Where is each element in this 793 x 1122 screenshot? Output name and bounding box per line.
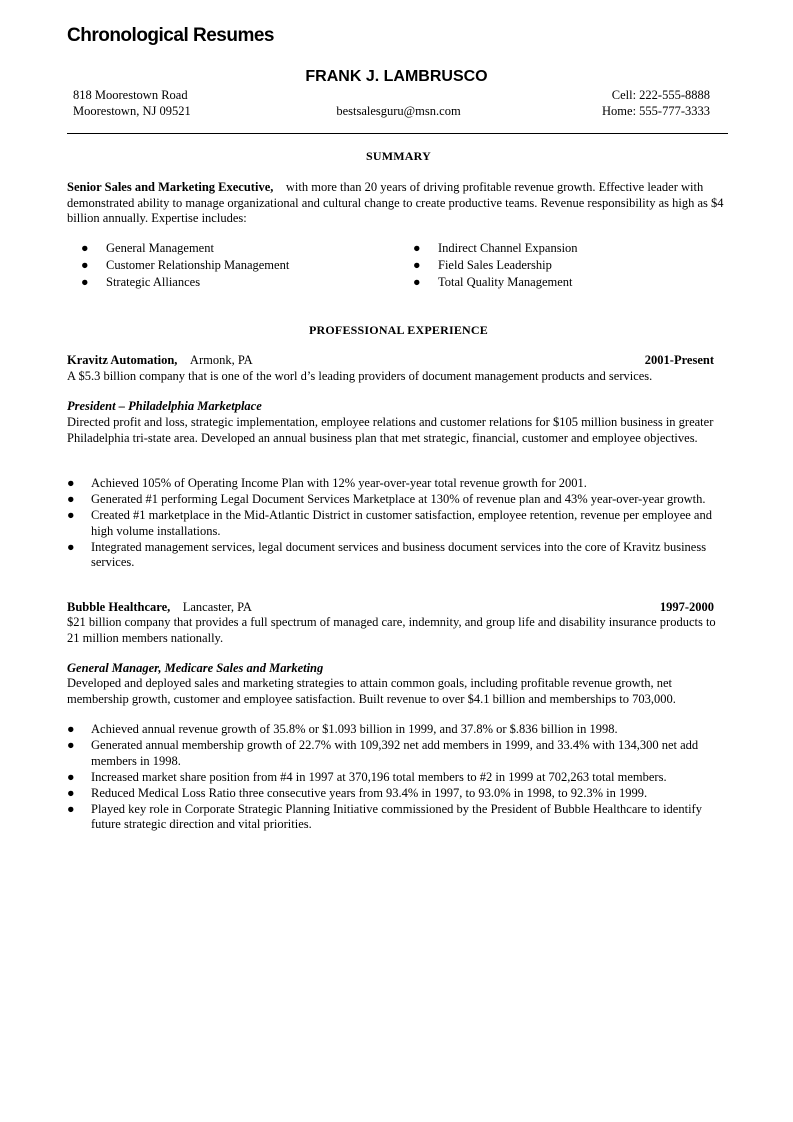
email-address: bestsalesguru@msn.com	[336, 104, 461, 118]
company-description: A $5.3 billion company that is one of the worl d’s leading providers of document management products and services.	[67, 369, 653, 383]
bullet-icon: ●	[67, 492, 75, 506]
job-achievements	[67, 476, 727, 571]
page-title: Chronological Resumes	[67, 25, 274, 46]
skill-item: ● Total Quality Management	[413, 275, 573, 289]
job-summary: Directed profit and loss, strategic implementation, employee relations and customer relations for $105 million business in greater Philadelphia tri-state area. Developed an annual business plan that met strategic, financial, customer and employee objectives.	[67, 415, 714, 445]
job-achievements	[67, 722, 727, 833]
bullet-icon: ●	[81, 241, 89, 255]
skill-item: ● Field Sales Leadership	[413, 258, 552, 272]
list-item: ● Increased market share position from #4 in 1997 at 370,196 total members to #2 in 1999 at 702,263 total members.	[67, 769, 667, 784]
company-name: Kravitz Automation,	[67, 353, 178, 367]
job-title: General Manager, Medicare Sales and Marketing	[67, 661, 324, 675]
address-line-2: Moorestown, NJ 09521	[73, 103, 191, 118]
job-title: President – Philadelphia Marketplace	[67, 399, 262, 413]
company-description: $21 billion company that provides a full spectrum of managed care, indemnity, and group life and disability insurance products to 21 million members nationally.	[67, 615, 716, 645]
job-summary: Developed and deployed sales and marketing strategies to attain common goals, including profitable revenue growth, net membership growth, customer and employee satisfaction. Built revenue to over $4.1 billion and memberships to 703,000.	[67, 676, 676, 706]
bullet-icon: ●	[67, 769, 75, 784]
list-item: ● Created #1 marketplace in the Mid-Atlantic District in customer satisfaction, employee retention, revenue per employee and high volume installations.	[67, 508, 712, 538]
job-header	[67, 353, 727, 369]
bullet-icon: ●	[67, 476, 75, 490]
job-dates: 2001-Present	[644, 353, 714, 367]
skills-left-column	[67, 241, 397, 292]
skill-item: ● Customer Relationship Management	[81, 258, 290, 272]
candidate-name: FRANK J. LAMBRUSCO	[305, 68, 488, 85]
skill-item: ● General Management	[81, 241, 214, 255]
home-phone: Home: 555-777-3333	[602, 103, 710, 118]
address-line-1: 818 Moorestown Road	[73, 88, 188, 102]
bullet-icon: ●	[67, 738, 75, 752]
experience-heading: PROFESSIONAL EXPERIENCE	[309, 323, 488, 337]
list-item: ● Reduced Medical Loss Ratio three consecutive years from 93.4% in 1997, to 93.0% in 1998, to 92.3% in 1999.	[67, 785, 648, 800]
list-item: ● Played key role in Corporate Strategic Planning Initiative commissioned by the President of Bubble Healthcare to identify future strategic direction and vital priorities.	[67, 801, 702, 831]
list-item: ● Generated annual membership growth of 22.7% with 109,392 net add members in 1999, and 33.4% with 134,300 net add members in 1998.	[67, 738, 699, 768]
summary-text: with more than 20 years of driving profitable revenue growth. Effective leader with demonstrated ability to manage organizational and cultural change to create productive teams. Revenue responsibility as high as $4 billion annually. Expertise includes:	[67, 180, 724, 225]
summary-heading: SUMMARY	[366, 149, 431, 163]
company-name: Bubble Healthcare,	[67, 600, 171, 614]
bullet-icon: ●	[67, 801, 75, 816]
company-location: Armonk, PA	[189, 353, 253, 367]
list-item: ● Achieved annual revenue growth of 35.8% or $1.093 billion in 1999, and 37.8% or $.836 billion in 1998.	[67, 722, 618, 736]
summary-paragraph	[67, 180, 727, 227]
skill-item: ● Indirect Channel Expansion	[413, 241, 578, 255]
bullet-icon: ●	[413, 241, 421, 255]
phone-block	[602, 88, 710, 119]
list-item: ● Integrated management services, legal document services and business document services into the core of Kravitz business services.	[67, 539, 707, 569]
list-item: ● Generated #1 performing Legal Document Services Marketplace at 130% of revenue plan and 43% year-over-year growth.	[67, 492, 706, 506]
company-location: Lancaster, PA	[182, 600, 252, 614]
skills-right-column	[399, 241, 719, 292]
bullet-icon: ●	[67, 508, 75, 522]
skill-item: ● Strategic Alliances	[81, 275, 201, 289]
summary-lead: Senior Sales and Marketing Executive,	[67, 180, 274, 194]
bullet-icon: ●	[81, 258, 89, 272]
bullet-icon: ●	[81, 275, 89, 289]
job-header	[67, 600, 727, 616]
bullet-icon: ●	[413, 258, 421, 272]
job-dates: 1997-2000	[659, 600, 714, 614]
bullet-icon: ●	[67, 539, 75, 554]
cell-phone: Cell: 222-555-8888	[611, 88, 710, 102]
bullet-icon: ●	[67, 722, 75, 736]
bullet-icon: ●	[67, 785, 75, 800]
bullet-icon: ●	[413, 275, 421, 289]
list-item: ● Achieved 105% of Operating Income Plan with 12% year-over-year total revenue growth for 2001.	[67, 476, 587, 490]
header-divider	[67, 133, 728, 134]
